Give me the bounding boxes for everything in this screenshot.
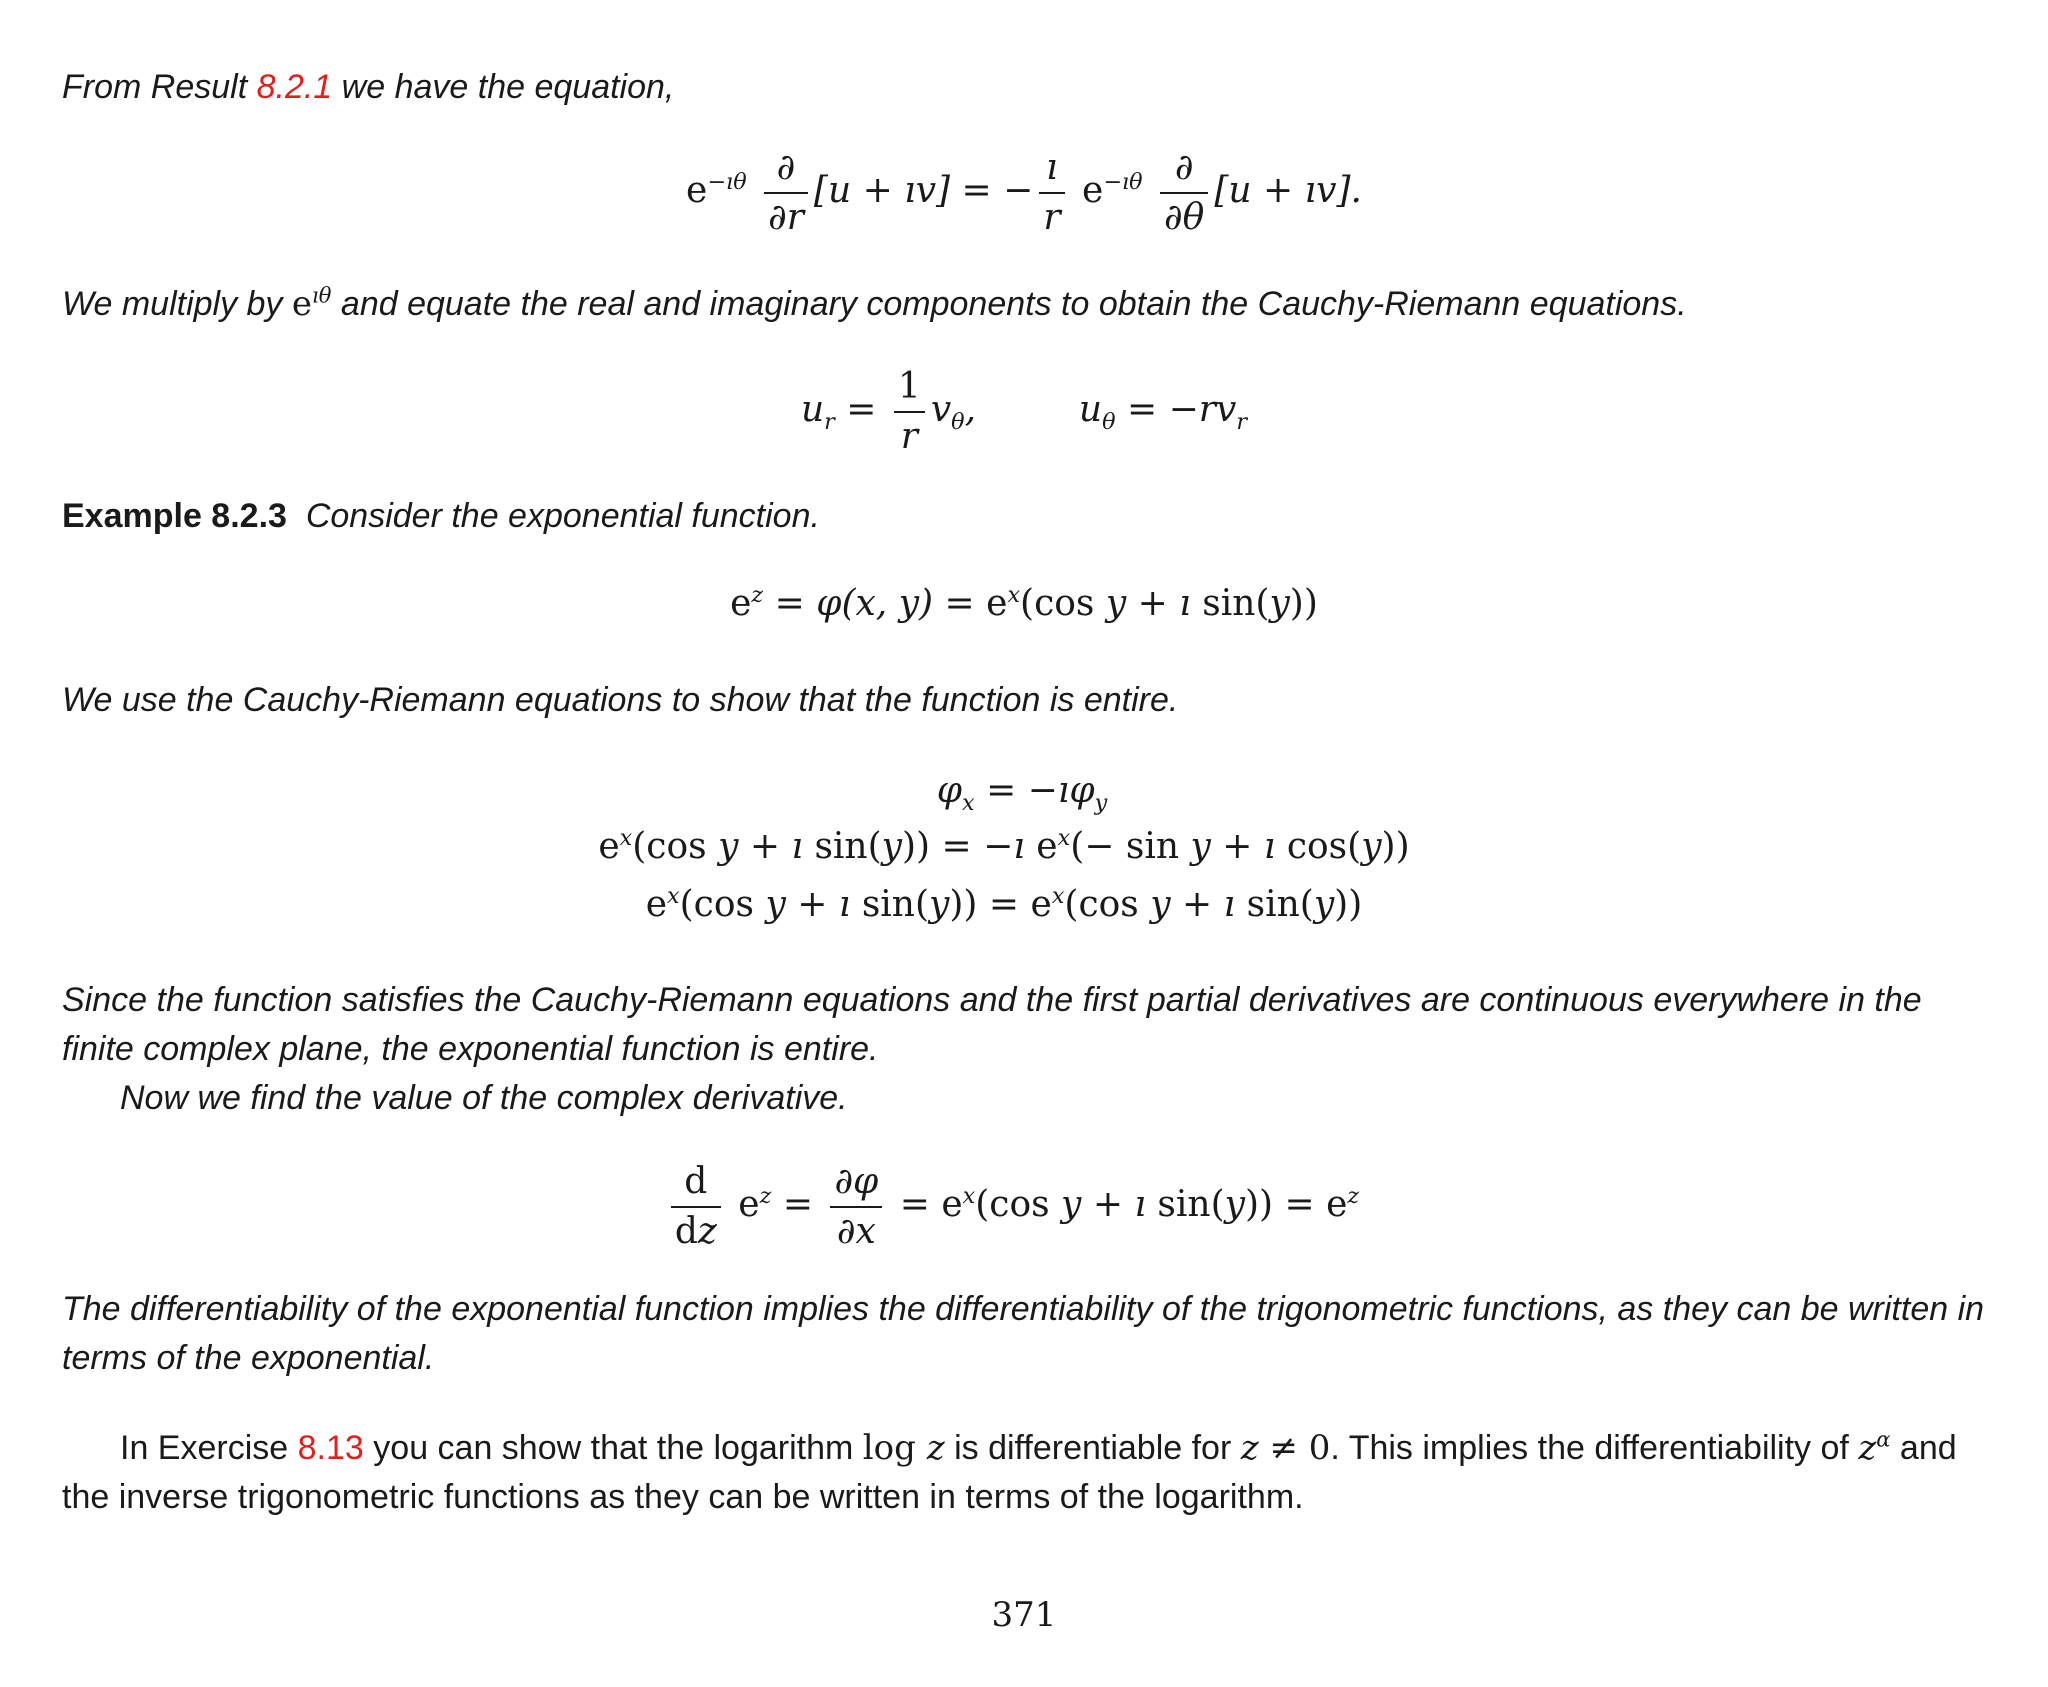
- exercise-paragraph: [62, 1424, 1992, 1522]
- multiply-paragraph: [62, 280, 1992, 329]
- intro-text-2: we have the equation,: [341, 68, 675, 106]
- differentiability-paragraph: The differentiability of the exponential function implies the differentiability of the trigonometric functions, as they can be written in terms of the exponential.: [62, 1290, 1985, 1377]
- equation-derivative: $\frac{d}{dz}$ $e^z$ = $\frac{\partial\varphi}{\partial x}$ = $e^x(\cos$ y + ı $\sin(y)) = e^z$: [0, 1160, 2036, 1254]
- inline-math-z-ne-0: z ≠ 0: [1240, 1428, 1331, 1468]
- use-cr-paragraph: We use the Cauchy-Riemann equations to show that the function is entire.: [62, 681, 1179, 719]
- result-reference-link[interactable]: 8.2.1: [256, 68, 333, 106]
- equation-exp-def: $e^z = \varphi(x$, $y) = e^x(\cos$ y + ı sin(y)): [730, 582, 1318, 624]
- exercise-text-1: In Exercise: [120, 1429, 289, 1467]
- exercise-text-3: is differentiable for: [954, 1429, 1232, 1467]
- exercise-text-2: you can show that the logarithm: [373, 1429, 854, 1467]
- intro-paragraph: [62, 63, 1992, 112]
- equation-polar-cr: $e^{-ı\theta}$ $\frac{\partial}{\partial r}$ [u + ıv] = − $\frac{ı}{r}$ $e^{-ı\theta}$ $\frac{\partial}{\partial\theta}$ [u + ıv].: [686, 147, 1362, 238]
- page-number: 371: [991, 1595, 1057, 1635]
- since-paragraph: Since the function satisfies the Cauchy-Riemann equations and the first partial derivatives are continuous everywhere in the finite complex plane, the exponential function is entire.: [62, 981, 1922, 1068]
- equation-cr-check-3: $e^x(\cos$ y + ı $\sin(y)) = e^x(\cos$ y + ı sin(y)): [645, 883, 1363, 925]
- multiply-text-before: We multiply by: [62, 285, 283, 323]
- inline-math-exp: $e^{ı\theta}$: [291, 282, 332, 324]
- now-paragraph: Now we find the value of the complex derivative.: [120, 1079, 848, 1117]
- exercise-text-5: and the inverse trigonometric functions as they can be written in terms of the logarithm.: [62, 1429, 1957, 1516]
- intro-text: From Result: [62, 68, 248, 106]
- equation-cr-pair: $u_r$ = $\frac{1}{r}$ $v_\theta$, $u_\theta = -rv_r$: [800, 366, 1248, 457]
- equation-cr-check-1: $\varphi_x$ = $-ı\varphi_y$: [936, 770, 1108, 817]
- example-text: Consider the exponential function.: [305, 497, 820, 535]
- example-label: Example 8.2.3: [62, 497, 287, 535]
- inline-math-log: log z: [862, 1428, 945, 1468]
- multiply-text-after: and equate the real and imaginary components to obtain the Cauchy-Riemann equations.: [340, 285, 1687, 323]
- inline-math-z-alpha: $z^\alpha$: [1858, 1426, 1891, 1468]
- exercise-text-4: . This implies the differentiability of: [1330, 1429, 1849, 1467]
- exercise-reference-link[interactable]: 8.13: [297, 1429, 364, 1467]
- example-paragraph: [62, 492, 1992, 541]
- equation-cr-check-2: $e^x(\cos$ y + ı sin(y)) = −ı $e^x(- \sin y$ + ı cos(y)): [598, 825, 1410, 867]
